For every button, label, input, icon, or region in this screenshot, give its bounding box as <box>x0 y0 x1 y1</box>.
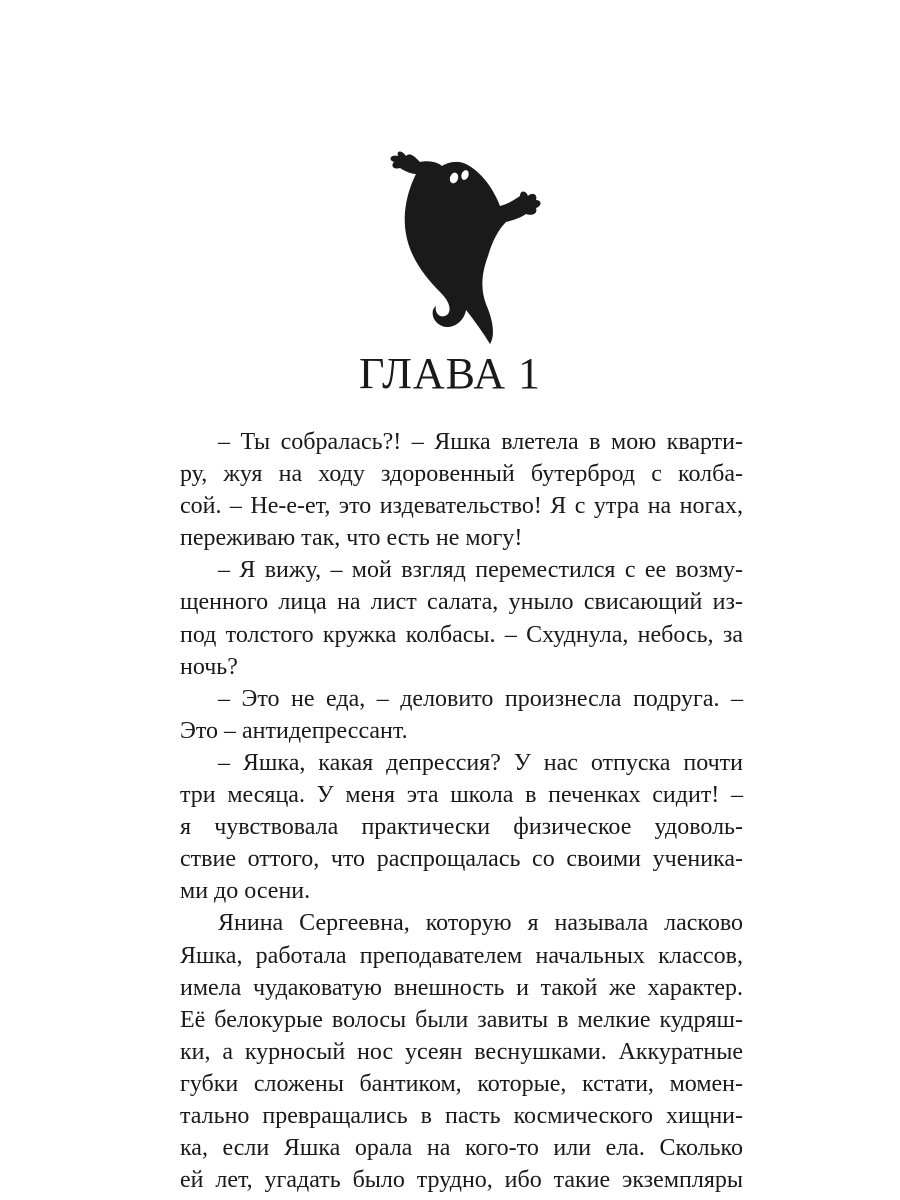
text-line: переживаю так, что есть не могу! <box>180 525 523 552</box>
text-line: – Ты собралась?! – Яшка влетела в мою кварти- <box>218 429 743 455</box>
ghost-icon <box>380 138 545 348</box>
text-line: Яшка, работала преподавателем начальных классов, <box>180 942 743 969</box>
text-line: Её белокурые волосы были завиты в мелкие кудряш- <box>180 1006 743 1033</box>
text-line: сой. – Не-е-ет, это издевательство! Я с утра на ногах, <box>180 493 743 520</box>
body-text <box>180 426 743 1196</box>
text-line: губки сложены бантиком, которые, кстати, момен- <box>180 1070 743 1097</box>
text-line: тально превращались в пасть космического хищни- <box>180 1102 743 1129</box>
text-line: ки, а курносый нос усеян веснушками. Аккуратные <box>180 1038 743 1065</box>
text-line: – Яшка, какая депрессия? У нас отпуска почти <box>218 749 743 776</box>
text-line: щенного лица на лист салата, уныло свисающий из- <box>180 589 743 616</box>
text-line: я чувствовала практически физическое удоволь- <box>180 814 743 841</box>
text-line: Это – антидепрессант. <box>180 717 408 744</box>
text-line: ей лет, угадать было трудно, ибо такие экземпляры <box>180 1167 743 1194</box>
text-line: ствие оттого, что распрощалась со своими ученика- <box>180 846 743 873</box>
text-line: ми до осени. <box>180 878 311 905</box>
text-line: – Это не еда, – деловито произнесла подруга. – <box>218 685 743 712</box>
text-line: ру, жуя на ходу здоровенный бутерброд с колба- <box>180 461 743 488</box>
text-line: – Я вижу, – мой взгляд переместился с ее возму- <box>218 557 743 584</box>
text-line: Янина Сергеевна, которую я называла ласково <box>218 910 743 937</box>
text-line: ночь? <box>180 653 238 680</box>
text-line: три месяца. У меня эта школа в печенках сидит! – <box>180 782 743 809</box>
text-line: ка, если Яшка орала на кого-то или ела. Сколько <box>180 1135 743 1162</box>
text-line: имела чудаковатую внешность и такой же характер. <box>180 974 743 1001</box>
chapter-title: ГЛАВА 1 <box>358 349 542 398</box>
text-line: под толстого кружка колбасы. – Схуднула, небось, за <box>180 621 743 648</box>
